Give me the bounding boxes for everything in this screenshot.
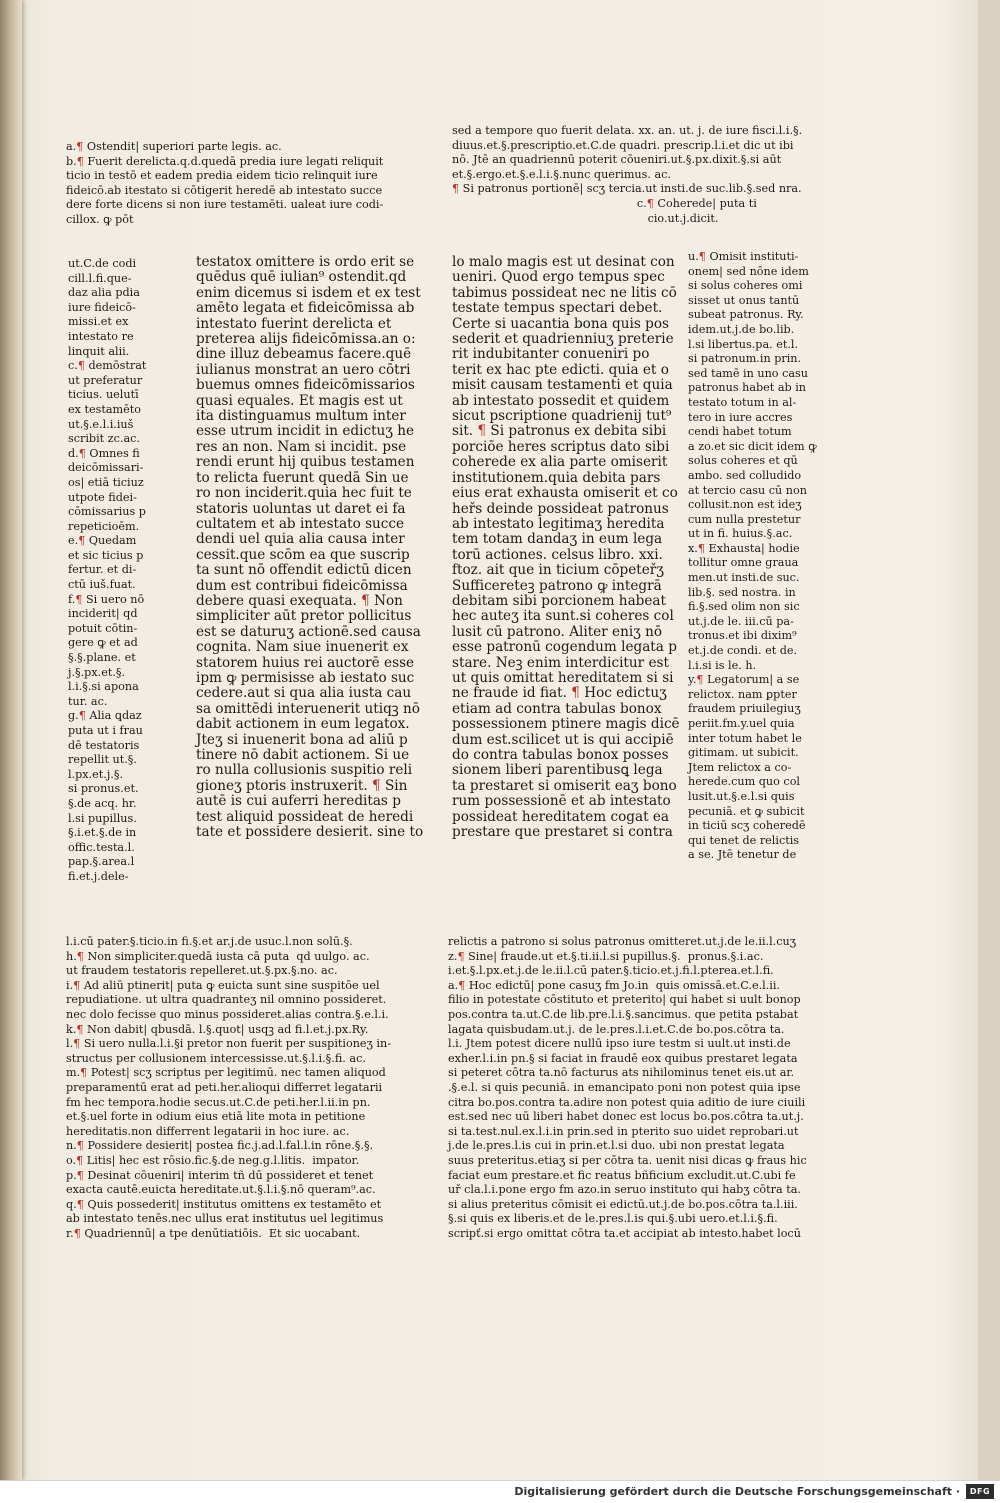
text-line: §.i.et.§.de in <box>68 826 137 840</box>
text-line: exher.l.i.in pn.§ si faciat in fraudē eox quibus prestaret legata <box>448 1051 798 1065</box>
text-line: dabit actionem in eum legatox. <box>196 716 410 733</box>
text-line: iulianus monstrat an uero cōtri <box>196 361 411 378</box>
text-line: sionem liberi parentibusꝗ lega <box>452 762 663 779</box>
text-line: tabimus possideat nec ne litis cō <box>452 284 677 301</box>
text-line: exacta cautē.euicta hereditate.ut.§.l.i.§.nō queram⁹.ac. <box>66 1183 376 1197</box>
text-line: quasi equales. Et magis est ut <box>196 392 403 409</box>
text-line: ipm ꝙ permisisse ab iestato suc <box>196 669 415 686</box>
text-line: dendi uel quia alia causa inter <box>196 531 405 548</box>
text-line: eius erat exhausta omiserit et co <box>452 485 678 502</box>
text-line: amēto legata et fideicōmissa ab <box>196 300 415 317</box>
text-line: missi.et ex <box>68 315 129 329</box>
text-line: Sufficereteꝫ patrono ꝙ integrā <box>452 577 662 594</box>
text-line: Jteʒ si inuenerit bona ad aliū p <box>196 731 408 748</box>
text-line: patronus habet ab in <box>688 381 806 395</box>
text-line: cedere.aut si qua alia iusta cau <box>196 685 412 702</box>
text-line: possideat hereditatem cogat ea <box>452 808 670 825</box>
text-line: ab intestato legitimaʒ heredita <box>452 515 665 532</box>
text-line: men.ut insti.de suc. <box>688 571 800 585</box>
text-line: ut fraudem testatoris repelleret.ut.§.px.§.no. ac. <box>66 964 338 978</box>
text-line: dere forte dicens si non iure testamēti. ualeat iure codi- <box>66 198 384 212</box>
text-line: institutionem.quia debita pars <box>452 469 661 486</box>
text-line: si patronum.in prin. <box>688 352 802 366</box>
text-line: m.¶ Potest| scʒ scriptus per legitimū. nec tamen aliquod <box>66 1066 386 1080</box>
text-line: misit causam testamenti et quia <box>452 377 673 394</box>
text-line: l.si pupillus. <box>68 811 137 825</box>
gloss-bottom-left <box>66 935 391 1241</box>
text-line: sicut pscriptione quadrienij tut⁹ <box>452 408 672 425</box>
text-line: y.¶ Legatorum| a se <box>688 673 800 687</box>
text-line: nō. Jtē an quadriennū poterit cōueniri.ut.§.px.dixit.§.si aūt <box>452 153 782 167</box>
text-line: c.¶ Coherede| puta ti <box>452 196 757 210</box>
text-line: lagata quisbudam.ut.j. de le.pres.l.i.et.C.de bo.pos.cōtra ta. <box>448 1022 785 1036</box>
text-line: testato totum in al- <box>688 395 797 409</box>
text-line: ne fraude id fiat. ¶ Hoc edictuʒ <box>452 685 667 702</box>
text-line: pap.§.area.l <box>68 855 135 869</box>
text-line: repellit ut.§. <box>68 753 137 767</box>
text-line: intestato re <box>68 329 134 343</box>
text-line: l.¶ Si uero nulla.l.i.§i pretor non fuerit per suspitioneʒ in- <box>66 1037 391 1051</box>
text-line: l.si libertus.pa. et.l. <box>688 337 799 351</box>
text-line: et.j.de condi. et de. <box>688 644 798 658</box>
text-line: si alius preteritus cōmisit ei edictū.ut.j.de bo.pos.cōtra ta.l.iii. <box>448 1197 798 1211</box>
text-line: lo malo magis est ut desinat con <box>452 254 675 270</box>
text-line: sed a tempore quo fuerit delata. xx. an. ut. j. de iure fisci.l.i.§. <box>452 124 803 137</box>
text-line: do contra tabulas bonox posses <box>452 747 669 763</box>
text-line: puta ut i frau <box>68 724 143 737</box>
text-line: relictis a patrono si solus patronus omitteret.ut.j.de le.ii.l.cuʒ <box>448 935 797 948</box>
text-line: qui tenet de relictis <box>688 833 800 847</box>
text-line: o.¶ Litis| hec est rōsio.fic.§.de neg.g.l.litis. impator. <box>66 1153 360 1167</box>
text-line: offic.testa.l. <box>68 840 135 854</box>
text-line: testate tempus spectari debet. <box>452 300 663 317</box>
text-line: subeat patronus. Ry. <box>688 308 804 322</box>
text-line: ita distinguamus multum inter <box>196 408 406 425</box>
text-line: ro nulla collusionis suspitio reli <box>196 762 413 779</box>
text-line: deicōmissari- <box>68 461 144 475</box>
gloss-top-left <box>66 140 383 228</box>
text-line: si pronus.et. <box>68 782 139 796</box>
text-line: est.sed nec uū liberi habet donec est locus bo.pos.cōtra ta.ut.j. <box>448 1110 804 1124</box>
text-line: repudiatione. ut ultra quadranteʒ nil omnino possideret. <box>66 993 387 1007</box>
text-line: to relicta fuerunt quedā Sin ue <box>196 469 409 486</box>
text-line: ticio in testō et eadem predia eidem ticio relinquit iure <box>66 169 378 183</box>
footer-bar <box>0 1480 1000 1503</box>
text-line: ab intestato possedit et quidem <box>452 392 670 409</box>
text-line: sisset ut onus tantū <box>688 293 800 307</box>
text-line: uř cla.l.i.pone ergo fm azo.in seruo instituto qui habʒ cōtra ta. <box>448 1183 801 1197</box>
text-line: dine illuz debeamus facere.quē <box>196 346 412 363</box>
text-line: sed tamē in uno casu <box>688 366 808 380</box>
text-line: cessit.que scōm ea que suscrip <box>196 546 410 563</box>
text-line: buemus omnes fideicōmissarios <box>196 377 415 394</box>
text-line: enim dicemus si isdem et ex test <box>196 284 421 301</box>
text-line: tate et possidere desierit. sine to <box>196 824 424 841</box>
text-line: z.¶ Sine| fraude.ut et.§.ti.ii.l.si pupillus.§. pronus.§.i.ac. <box>448 949 764 963</box>
text-line: a.¶ Hoc edictū| pone casuʒ fm Jo.in quis omissā.et.C.e.l.ii. <box>448 978 780 992</box>
text-line: et sic ticius p <box>68 548 144 562</box>
text-line: gitimam. ut subicit. <box>688 746 799 760</box>
text-line: §.de acq. hr. <box>68 796 137 810</box>
text-line: x.¶ Exhausta| hodie <box>688 541 800 555</box>
text-line: tollitur omne graua <box>688 556 799 570</box>
text-line: tinere nō dabit actionem. Si ue <box>196 747 410 763</box>
text-line: os| etiā ticiuz <box>68 475 144 489</box>
text-line: Jtem relictox a co- <box>688 760 792 774</box>
text-line: cognita. Nam siue inuenerit ex <box>196 639 409 656</box>
text-line: ut quis omittat hereditatem si si <box>452 669 674 686</box>
previous-page-edge <box>0 0 22 1480</box>
text-line: simpliciter aūt pretor pollicitus <box>196 608 412 625</box>
text-line: herede.cum quo col <box>688 775 801 789</box>
text-line: l.i. Jtem potest dicere nullū ipso iure testm si uult.ut insti.de <box>448 1037 791 1051</box>
text-line: gioneʒ ptoris instruxerit. ¶ Sin <box>196 777 408 794</box>
text-line: lib.§. sed nostra. in <box>688 585 796 599</box>
main-text-column-1 <box>196 255 423 840</box>
text-line: debitam sibi porcionem habeat <box>452 592 666 609</box>
main-text-column-2 <box>452 255 680 840</box>
text-line: ticius. uelutī <box>68 388 139 402</box>
text-line: lusit cū patrono. Aliter eniʒ nō <box>452 623 663 640</box>
text-line: terit ex hac pte edicti. quia et o <box>452 361 669 378</box>
text-line: sederit et quadrienniuʒ preterie <box>452 331 674 348</box>
text-line: r.¶ Quadriennū| a tpe denūtiatiōis. Et sic uocabant. <box>66 1226 361 1240</box>
text-line: fertur. et di- <box>68 563 137 577</box>
text-line: j.§.px.et.§. <box>68 665 126 679</box>
text-line: stare. Neꝫ enim interdicitur est <box>452 654 669 671</box>
text-line: collusit.non est ideʒ <box>688 498 802 512</box>
text-line: l.i.§.si apona <box>68 680 139 694</box>
text-line: gere ꝙ et ad <box>68 636 138 650</box>
text-line: ro non inciderit.quia hec fuit te <box>196 485 412 502</box>
text-line: l.i.cū pater.§.ticio.in fi.§.et ar.j.de usuc.l.non solū.§. <box>66 935 353 948</box>
text-line: filio in potestate cōstituto et preterito| qui habet si uult bonop <box>448 993 801 1007</box>
text-line: lusit.ut.§.e.l.si quis <box>688 789 795 803</box>
text-line: d.¶ Omnes fi <box>68 446 140 460</box>
text-line: rum possessionē et ab intestato <box>452 793 671 810</box>
text-line: coherede ex alia parte omiserit <box>452 454 668 471</box>
text-line: idem.ut.j.de bo.lib. <box>688 322 795 336</box>
text-line: scripť.si ergo omittat cōtra ta.et accipiat ab intesto.habet locū <box>448 1226 801 1240</box>
text-line: Certe si uacantia bona quis pos <box>452 315 670 332</box>
text-line: et.§.uel forte in odium eius etiā lite mota in petitione <box>66 1110 366 1124</box>
text-line: periit.fm.y.uel quia <box>688 717 795 730</box>
text-line: prestare que prestaret si contra <box>452 824 673 841</box>
text-line: .§.e.l. si quis pecuniā. in emancipato poni non potest quia ipse <box>448 1080 801 1094</box>
text-line: intestato fuerint derelicta et <box>196 315 392 332</box>
text-line: ftoz. ait que in ticium cōpeteřʒ <box>452 562 664 579</box>
text-line: debere quasi exequata. ¶ Non <box>196 592 403 609</box>
text-line: sit. ¶ Si patronus ex debita sibi <box>452 423 667 440</box>
text-line: test aliquid possideat de heredi <box>196 808 414 825</box>
dfg-logo-icon: DFG <box>966 1484 994 1499</box>
text-line: e.¶ Quedam <box>68 534 137 548</box>
text-line: tronus.et ibi dixim⁹ <box>688 629 797 643</box>
text-line: in ticiū scʒ coheredē <box>688 819 806 833</box>
text-line: ueniri. Quod ergo tempus spec <box>452 269 665 286</box>
text-line: preparamentū erat ad peti.her.alioqui differret legatarii <box>66 1080 383 1094</box>
gloss-left-column <box>68 257 146 885</box>
text-line: q.¶ Quis possederit| institutus omittens ex testamēto et <box>66 1197 382 1211</box>
text-line: possessionem ptinere magis dicē <box>452 716 680 733</box>
text-line: cultatem et ab intestato succe <box>196 515 405 532</box>
text-line: esse utrum incidit in edictuʒ he <box>196 423 415 440</box>
text-line: si solus coheres omi <box>688 279 803 293</box>
text-line: fi.et.j.dele- <box>68 869 129 883</box>
text-line: preterea alijs fideicōmissa.an o: <box>196 331 416 348</box>
gloss-right-column <box>688 250 817 863</box>
text-line: statorem huius rei auctorē esse <box>196 654 415 671</box>
text-line: statoris uoluntas ut daret ei fa <box>196 500 406 517</box>
gloss-top-right <box>452 124 802 226</box>
text-line: cōmissarius p <box>68 505 146 519</box>
text-line: nec dolo fecisse quo minus possideret.alias contra.§.e.l.i. <box>66 1007 389 1021</box>
text-line: si ta.test.nul.ex.l.i.in prin.sed in pterito suo uidet reprobari.ut <box>448 1124 799 1138</box>
text-line: etiam ad contra tabulas bonox <box>452 700 662 717</box>
text-line: potuit cōtin- <box>68 621 138 635</box>
text-line: onem| sed nōne idem <box>688 264 809 278</box>
text-line: a se. Jtē tenetur de <box>688 848 797 862</box>
text-line: u.¶ Omisit instituti- <box>688 250 799 263</box>
page-edges <box>978 0 1000 1480</box>
text-line: esse patronū cogendum legata p <box>452 639 677 656</box>
text-line: a zo.et sic dicit idem ꝙ <box>688 439 817 453</box>
text-line: ut preferatur <box>68 373 143 387</box>
text-line: pecuniā. et ꝙ subicit <box>688 804 805 818</box>
text-line: porciōe heres scriptus dato sibi <box>452 438 670 455</box>
gloss-bottom-right <box>448 935 807 1241</box>
text-line: cillox. ꝙ pōt <box>66 212 134 226</box>
text-line: tem totam dandaʒ in eum lega <box>452 531 663 548</box>
text-line: fraudem priuilegiuʒ <box>688 702 801 716</box>
text-line: f.¶ Si uero nō <box>68 592 145 606</box>
text-line: ut.j.de le. iii.cū pa- <box>688 614 794 628</box>
text-line: pos.contra ta.ut.C.de lib.pre.l.i.§.sancimus. que petita pstabat <box>448 1007 799 1021</box>
text-line: c.¶ demōstrat <box>68 359 147 373</box>
text-line: inciderit| qd <box>68 607 138 621</box>
text-line: ctū iuš.fuat. <box>68 578 136 592</box>
text-line: repeticioēm. <box>68 519 140 533</box>
text-line: tero in iure accres <box>688 410 793 424</box>
text-line: faciat eum prestare.et fic reatus bñficium excludit.ut.C.ubi fe <box>448 1168 796 1182</box>
text-line: quēdus quē iulian⁹ ostendit.qd <box>196 269 407 286</box>
text-line: utpote fidei- <box>68 490 137 504</box>
text-line: ambo. sed colludido <box>688 468 802 482</box>
text-line: heřs deinde possideat patronus <box>452 500 669 517</box>
text-line: inter totum habet le <box>688 731 802 745</box>
text-line: est se daturuʒ actionē.sed causa <box>196 623 421 640</box>
text-line: dum est contribui fideicōmissa <box>196 577 408 594</box>
text-line: rit indubitanter conueniri po <box>452 346 650 363</box>
text-line: rendi erunt hij quibus testamen <box>196 454 415 471</box>
text-line: cio.ut.j.dicit. <box>452 211 719 225</box>
text-line: daz alia pdia <box>68 286 140 300</box>
text-line: suus preteritus.etiaʒ si per cōtra ta. uenit nisi dicas ꝙ fraus hic <box>448 1153 807 1167</box>
text-line: res an non. Nam si incidit. pse <box>196 438 407 455</box>
text-line: h.¶ Non simpliciter.quedā iusta cā puta qd uulgo. ac. <box>66 949 370 963</box>
text-line: et.§.ergo.et.§.e.l.i.§.nunc querimus. ac. <box>452 167 671 181</box>
text-line: testatox omittere is ordo erit se <box>196 254 415 270</box>
text-line: linquit alii. <box>68 344 130 358</box>
text-line: p.¶ Desinat cōueniri| interim tñ dū possideret et tenet <box>66 1168 374 1182</box>
text-line: hec auteʒ ita sunt.si coheres col <box>452 608 674 625</box>
text-line: ut.C.de codi <box>68 257 137 270</box>
text-line: l.i.si is le. h. <box>688 658 757 672</box>
text-line: iure fideicō- <box>68 300 136 314</box>
text-line: citra bo.pos.contra ta.adire non potest quia aditio de iure ciuili <box>448 1095 806 1109</box>
text-line: fm hec tempora.hodie secus.ut.C.de peti.her.l.ii.in pn. <box>66 1095 371 1109</box>
text-line: ¶ Si patronus portionē| scʒ tercia.ut insti.de suc.lib.§.sed nra. <box>452 182 802 196</box>
text-line: at tercio casu cū non <box>688 483 807 497</box>
text-line: a.¶ Ostendit| superiori parte legis. ac. <box>66 140 282 153</box>
text-line: ex testamēto <box>68 402 141 416</box>
funding-notice: Digitalisierung gefördert durch die Deutsche Forschungsgemeinschaft · <box>514 1485 960 1498</box>
text-line: cill.l.fi.que- <box>68 271 132 285</box>
text-line: sa omittēdi interuenerit utiqꝫ nō <box>196 700 420 717</box>
text-line: ut in fi. huius.§.ac. <box>688 527 793 541</box>
text-line: cendi habet totum <box>688 425 792 439</box>
text-line: j.de le.pres.l.is cui in prin.et.l.si duo. ubi non prestat legata <box>448 1139 785 1153</box>
text-line: si peteret cōtra ta.nō facturus ats nihilominus tenet eis.ut ar. <box>448 1066 795 1080</box>
text-line: ab intestato tenēs.nec ullus erat institutus uel legitimus <box>66 1212 384 1226</box>
text-line: k.¶ Non dabit| qbusdā. l.§.quot| usqꝫ ad fi.l.et.j.px.Ry. <box>66 1022 369 1036</box>
text-line: relictox. nam ꝑpter <box>688 687 797 701</box>
text-line: n.¶ Possidere desierit| postea fic.j.ad.l.fal.l.in rōne.§.§. <box>66 1139 374 1153</box>
text-line: l.px.et.j.§. <box>68 767 124 781</box>
text-line: i.¶ Ad aliū ptinerit| puta ꝙ euicta sunt sine suspitōe uel <box>66 978 380 992</box>
text-line: b.¶ Fuerit derelicta.q.d.quedā predia iure legati reliquit <box>66 154 384 168</box>
text-line: dum est.scilicet ut is qui accipiē <box>452 731 674 748</box>
text-line: solus coheres et qū <box>688 454 798 468</box>
text-line: diuus.et.§.prescriptio.et.C.de quadri. prescrip.l.i.et dic ut ibi <box>452 138 794 152</box>
text-line: tur. ac. <box>68 694 108 708</box>
text-line: autē is cui auferri hereditas p <box>196 793 401 810</box>
text-line: fideicō.ab itestato si cōtigerit heredē ab intestato succe <box>66 183 383 197</box>
text-line: §.si quis ex liberis.et de le.pres.l.is qui.§.ubi uero.et.l.i.§.fi. <box>448 1212 778 1226</box>
text-line: §.§.plane. et <box>68 651 136 665</box>
text-line: i.et.§.l.px.et.j.de le.ii.l.cū pater.§.ticio.et.j.fi.l.pterea.et.l.fi. <box>448 964 774 978</box>
text-line: dē testatoris <box>68 738 140 752</box>
text-line: structus per collusionem intercessisse.ut.§.l.i.§.fi. ac. <box>66 1051 366 1065</box>
text-line: scribit zc.ac. <box>68 432 140 446</box>
text-line: hereditatis.non differrent legatarii in hoc iure. ac. <box>66 1124 350 1138</box>
text-line: g.¶ Alia ꝗdaz <box>68 709 142 723</box>
text-line: torū actiones. celsus libro. xxi. <box>452 546 663 563</box>
text-line: ta prestaret si omiserit eaʒ bono <box>452 777 677 794</box>
text-line: ta sunt nō offendit edictū dicen <box>196 562 412 579</box>
text-line: ut.§.e.l.i.iuš <box>68 417 134 431</box>
text-line: fi.§.sed olim non sic <box>688 600 800 614</box>
text-line: cum nulla prestetur <box>688 512 801 526</box>
